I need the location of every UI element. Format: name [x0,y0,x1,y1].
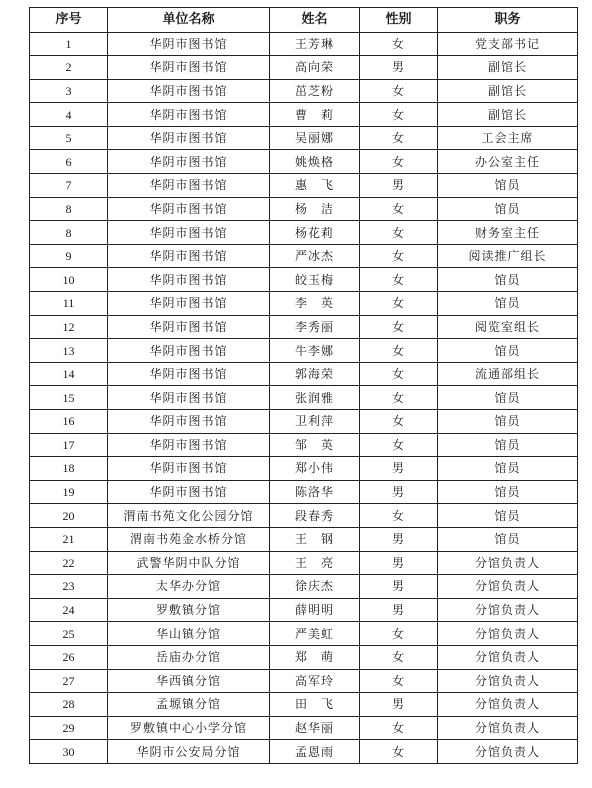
cell-index: 1 [30,32,108,56]
cell-index: 26 [30,645,108,669]
cell-index: 13 [30,339,108,363]
cell-unit-name: 华西镇分馆 [108,669,270,693]
cell-unit-name: 华阴市图书馆 [108,126,270,150]
table-row [30,622,578,646]
cell-index: 8 [30,197,108,221]
cell-gender: 女 [360,410,438,434]
cell-gender: 男 [360,480,438,504]
cell-gender: 女 [360,315,438,339]
cell-unit-name: 太华办分馆 [108,575,270,599]
cell-unit-name: 华阴市图书馆 [108,410,270,434]
cell-position: 分馆负责人 [438,716,578,740]
cell-index: 18 [30,457,108,481]
cell-index: 9 [30,244,108,268]
cell-person-name: 曹 莉 [270,103,360,127]
cell-person-name: 徐庆杰 [270,575,360,599]
cell-person-name: 李 英 [270,292,360,316]
cell-position: 分馆负责人 [438,669,578,693]
cell-unit-name: 华阴市图书馆 [108,386,270,410]
cell-gender: 女 [360,622,438,646]
cell-unit-name: 华阴市图书馆 [108,433,270,457]
cell-gender: 女 [360,433,438,457]
cell-index: 19 [30,480,108,504]
table-row [30,386,578,410]
cell-person-name: 王 亮 [270,551,360,575]
cell-unit-name: 华阴市公安局分馆 [108,740,270,764]
cell-unit-name: 华阴市图书馆 [108,150,270,174]
cell-index: 8 [30,221,108,245]
cell-person-name: 姚焕格 [270,150,360,174]
cell-unit-name: 华阴市图书馆 [108,315,270,339]
cell-index: 20 [30,504,108,528]
cell-gender: 女 [360,150,438,174]
cell-position: 馆员 [438,527,578,551]
cell-gender: 女 [360,740,438,764]
table-row [30,645,578,669]
table-row [30,410,578,434]
table-row [30,480,578,504]
cell-unit-name: 华阴市图书馆 [108,221,270,245]
cell-index: 4 [30,103,108,127]
cell-unit-name: 渭南书苑金水桥分馆 [108,527,270,551]
cell-gender: 男 [360,457,438,481]
cell-unit-name: 武警华阴中队分馆 [108,551,270,575]
cell-gender: 女 [360,504,438,528]
cell-position: 分馆负责人 [438,551,578,575]
cell-unit-name: 渭南书苑文化公园分馆 [108,504,270,528]
cell-position: 阅览室组长 [438,315,578,339]
cell-gender: 男 [360,56,438,80]
cell-position: 副馆长 [438,79,578,103]
cell-person-name: 郑小伟 [270,457,360,481]
cell-index: 15 [30,386,108,410]
table-row [30,56,578,80]
cell-position: 馆员 [438,480,578,504]
cell-gender: 男 [360,693,438,717]
cell-gender: 女 [360,268,438,292]
cell-unit-name: 罗敷镇中心小学分馆 [108,716,270,740]
table-row [30,32,578,56]
cell-gender: 女 [360,669,438,693]
cell-person-name: 牛李娜 [270,339,360,363]
cell-position: 馆员 [438,504,578,528]
table-row [30,362,578,386]
cell-person-name: 邹 英 [270,433,360,457]
table-row [30,527,578,551]
cell-position: 分馆负责人 [438,598,578,622]
cell-position: 副馆长 [438,103,578,127]
cell-position: 流通部组长 [438,362,578,386]
cell-position: 办公室主任 [438,150,578,174]
cell-gender: 女 [360,292,438,316]
cell-person-name: 李秀丽 [270,315,360,339]
cell-position: 馆员 [438,292,578,316]
table-row [30,292,578,316]
table-header-row [30,8,578,33]
cell-gender: 男 [360,527,438,551]
cell-unit-name: 华阴市图书馆 [108,457,270,481]
cell-unit-name: 华阴市图书馆 [108,56,270,80]
cell-unit-name: 华阴市图书馆 [108,244,270,268]
cell-person-name: 薛明明 [270,598,360,622]
header-unit-name: 单位名称 [108,8,270,33]
cell-index: 10 [30,268,108,292]
cell-person-name: 吴丽娜 [270,126,360,150]
cell-gender: 女 [360,197,438,221]
header-index: 序号 [30,8,108,33]
cell-index: 16 [30,410,108,434]
table-row [30,126,578,150]
table-row [30,221,578,245]
cell-gender: 男 [360,551,438,575]
cell-position: 馆员 [438,268,578,292]
cell-unit-name: 华山镇分馆 [108,622,270,646]
cell-index: 21 [30,527,108,551]
table-row [30,504,578,528]
table-row [30,197,578,221]
cell-person-name: 茁芝粉 [270,79,360,103]
cell-unit-name: 华阴市图书馆 [108,103,270,127]
cell-gender: 女 [360,79,438,103]
cell-index: 2 [30,56,108,80]
cell-gender: 女 [360,645,438,669]
cell-person-name: 郭海荣 [270,362,360,386]
table-row [30,598,578,622]
table-body [30,32,578,763]
cell-gender: 女 [360,339,438,363]
header-gender: 性别 [360,8,438,33]
cell-gender: 女 [360,126,438,150]
cell-index: 22 [30,551,108,575]
cell-gender: 女 [360,362,438,386]
cell-unit-name: 罗敷镇分馆 [108,598,270,622]
table-row [30,79,578,103]
table-row [30,268,578,292]
cell-gender: 女 [360,244,438,268]
table-row [30,693,578,717]
cell-position: 分馆负责人 [438,740,578,764]
cell-person-name: 田 飞 [270,693,360,717]
cell-index: 12 [30,315,108,339]
cell-position: 馆员 [438,410,578,434]
table-row [30,315,578,339]
table-row [30,551,578,575]
cell-person-name: 赵华丽 [270,716,360,740]
cell-position: 馆员 [438,197,578,221]
cell-index: 28 [30,693,108,717]
cell-unit-name: 华阴市图书馆 [108,79,270,103]
cell-person-name: 皎玉梅 [270,268,360,292]
cell-index: 6 [30,150,108,174]
table-row [30,174,578,198]
cell-index: 17 [30,433,108,457]
table-row [30,740,578,764]
cell-index: 23 [30,575,108,599]
cell-position: 分馆负责人 [438,645,578,669]
cell-gender: 女 [360,103,438,127]
table-row [30,103,578,127]
cell-index: 25 [30,622,108,646]
table-row [30,457,578,481]
cell-person-name: 张润雅 [270,386,360,410]
cell-person-name: 郑 萌 [270,645,360,669]
cell-person-name: 惠 飞 [270,174,360,198]
cell-gender: 女 [360,32,438,56]
cell-position: 阅读推广组长 [438,244,578,268]
cell-position: 馆员 [438,386,578,410]
cell-unit-name: 华阴市图书馆 [108,268,270,292]
table-row [30,150,578,174]
cell-index: 27 [30,669,108,693]
cell-unit-name: 华阴市图书馆 [108,197,270,221]
table-row [30,244,578,268]
cell-index: 11 [30,292,108,316]
cell-gender: 男 [360,174,438,198]
cell-index: 24 [30,598,108,622]
table-row [30,575,578,599]
table-row [30,716,578,740]
cell-unit-name: 岳庙办分馆 [108,645,270,669]
cell-person-name: 卫利萍 [270,410,360,434]
cell-position: 馆员 [438,339,578,363]
header-position: 职务 [438,8,578,33]
cell-index: 29 [30,716,108,740]
cell-unit-name: 华阴市图书馆 [108,32,270,56]
cell-person-name: 杨花莉 [270,221,360,245]
cell-person-name: 高军玲 [270,669,360,693]
cell-position: 分馆负责人 [438,575,578,599]
cell-position: 分馆负责人 [438,693,578,717]
cell-person-name: 王芳琳 [270,32,360,56]
cell-gender: 男 [360,575,438,599]
cell-position: 工会主席 [438,126,578,150]
cell-position: 副馆长 [438,56,578,80]
cell-person-name: 杨 洁 [270,197,360,221]
table-row [30,339,578,363]
cell-person-name: 严冰杰 [270,244,360,268]
header-person-name: 姓名 [270,8,360,33]
cell-index: 14 [30,362,108,386]
cell-position: 党支部书记 [438,32,578,56]
cell-position: 财务室主任 [438,221,578,245]
table-row [30,433,578,457]
cell-unit-name: 华阴市图书馆 [108,174,270,198]
cell-unit-name: 华阴市图书馆 [108,292,270,316]
cell-position: 馆员 [438,433,578,457]
table-row [30,669,578,693]
cell-unit-name: 华阴市图书馆 [108,362,270,386]
cell-gender: 女 [360,221,438,245]
cell-index: 30 [30,740,108,764]
cell-gender: 女 [360,716,438,740]
staff-roster-table [29,7,578,764]
cell-person-name: 王 钢 [270,527,360,551]
cell-person-name: 段春秀 [270,504,360,528]
cell-person-name: 严美虹 [270,622,360,646]
cell-index: 3 [30,79,108,103]
cell-unit-name: 华阴市图书馆 [108,339,270,363]
cell-person-name: 陈洛华 [270,480,360,504]
cell-position: 分馆负责人 [438,622,578,646]
cell-unit-name: 华阴市图书馆 [108,480,270,504]
cell-position: 馆员 [438,457,578,481]
cell-gender: 女 [360,386,438,410]
cell-unit-name: 孟塬镇分馆 [108,693,270,717]
cell-index: 7 [30,174,108,198]
cell-person-name: 孟恩雨 [270,740,360,764]
cell-person-name: 高向荣 [270,56,360,80]
cell-gender: 男 [360,598,438,622]
cell-index: 5 [30,126,108,150]
cell-position: 馆员 [438,174,578,198]
